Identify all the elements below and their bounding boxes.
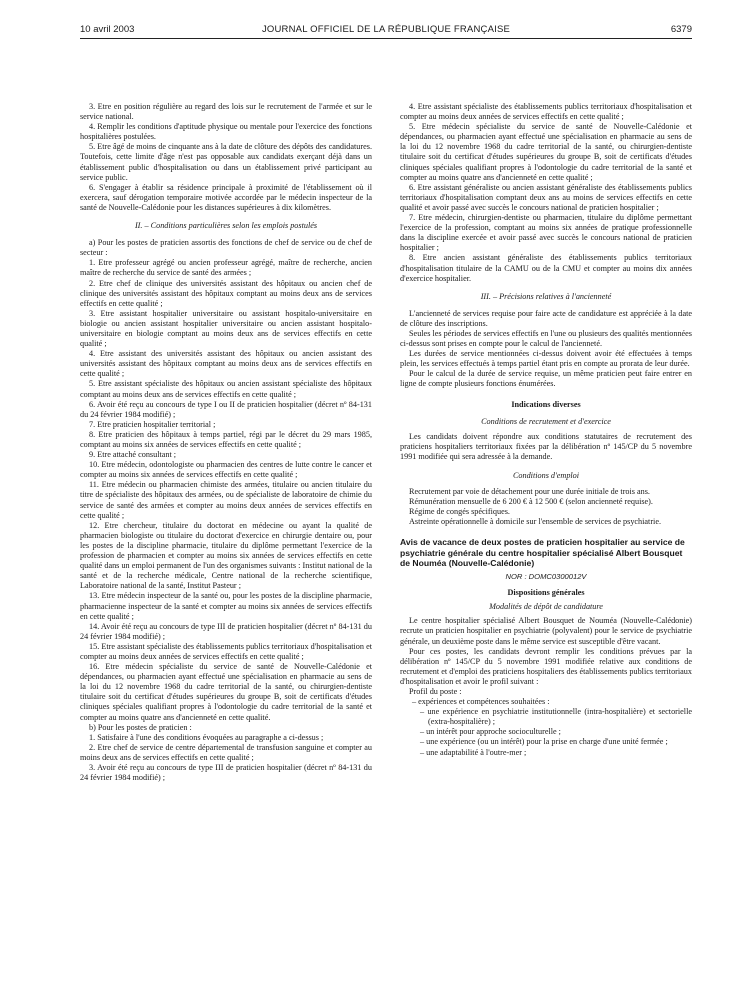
list-item: 4. Etre assistant spécialiste des établissements publics territoriaux d'hospitalisation et compter au moins deux années de services effectifs en cette qualité ; (400, 102, 692, 122)
avis-title: Avis de vacance de deux postes de praticien hospitalier au service de psychiatrie générale du centre hospitalier spécialisé Albert Bousquet de Nouméa (Nouvelle-Calédonie) (400, 537, 685, 568)
list-item: 11. Etre médecin ou pharmacien chimiste des armées, titulaire ou ancien titulaire du titre de spécialiste des hôpitaux des armées, ou de spécialiste de laboratoire de chimie du service de santé des armées et compter au moins deux années de services effectifs en cette qualité ; (80, 480, 372, 520)
list-item: – une expérience en psychiatrie institutionnelle (intra-hospitalière) et sectorielle (extra-hospitalière) ; (420, 707, 692, 727)
list-item: 3. Etre assistant hospitalier universitaire ou assistant hospitalo-universitaire en biologie ou ancien assistant hospitalier universitaire ou ancien assistant hospitalo-universitaire en biologie comptant au moins deux ans de services effectifs en cette qualité ; (80, 308, 372, 349)
list-item: 2. Etre chef de clinique des universités assistant des hôpitaux ou ancien chef de clinique des universités assistant des hôpitaux comptant au moins deux ans de services effectifs en cette qualité ; (80, 278, 372, 308)
paragraph: Le centre hospitalier spécialisé Albert Bousquet de Nouméa (Nouvelle-Calédonie) recrute un praticien hospitalier en psychiatrie (polyvalent) pour le service de psychiatrie générale, un deuxième poste dans le même service est susceptible d'être vacant. (400, 616, 692, 646)
list-item: 7. Etre médecin, chirurgien-dentiste ou pharmacien, titulaire du diplôme permettant l'exercice de la profession, comptant au moins six années de pratique professionnelle dans la discipline exercée et avoir passé avec succès le concours national de praticien hospitalier ; (400, 213, 692, 253)
paragraph: Pour ces postes, les candidats devront remplir les conditions prévues par la délibération nº 145/CP du 5 novembre 1991 modifiée relative aux conditions de recrutement et d'emploi des praticiens hospitaliers des établissements publics territoriaux d'hospitalisation et avoir le profil suivant : (400, 646, 692, 686)
paragraph: b) Pour les postes de praticien : (89, 722, 192, 732)
list-item: 5. Etre médecin spécialiste du service de santé de Nouvelle-Calédonie et dépendances, ou pharmacien ayant effectué une spécialisation en pharmacie au sens de la loi du 12 novembre 1968 du cadre territorial de la santé, ou chirurgien-dentiste titulaire soit du certificat d'études supérieures du groupe B, soit de certificats d'études cliniques spéciales qualifiant propres à l'odontologie du cadre territorial de la santé et compter au moins quatre ans d'ancienneté en cette qualité ; (400, 122, 692, 182)
list-item: 15. Etre assistant spécialiste des établissements publics territoriaux d'hospitalisation et compter au moins deux années de services effectifs en cette qualité ; (80, 641, 372, 661)
dispositions-heading: Dispositions générales (507, 588, 585, 598)
list-item: 10. Etre médecin, odontologiste ou pharmacien des centres de lutte contre le cancer et compter au moins six années de services effectifs en cette qualité ; (80, 460, 372, 480)
list-item: 16. Etre médecin spécialiste du service de santé de Nouvelle-Calédonie et dépendances, ou pharmacien ayant effectué une spécialisation en pharmacie au sens de la loi du 12 novembre 1968 du cadre territorial de la santé, ou chirurgien-dentiste titulaire soit du certificat d'études supérieures du groupe B, soit de certificats d'études cliniques spéciales qualifiant propres à l'odontologie du cadre territorial de la santé et compter au moins quatre ans d'ancienneté en cette qualité. (80, 662, 372, 722)
paragraph: Les durées de service mentionnées ci-dessus doivent avoir été effectuées à temps plein, les services effectués à temps partiel étant pris en compte au prorata de leur durée. (400, 349, 692, 369)
list-item: 3. Avoir été reçu au concours de type III de praticien hospitalier (décret nº 84-131 du 24 février 1984 modifié) ; (80, 763, 372, 783)
subheading: Modalités de dépôt de candidature (489, 602, 603, 612)
paragraph: Astreinte opérationnelle à domicile sur l'ensemble de services de psychiatrie. (409, 517, 662, 527)
header-date: 10 avril 2003 (80, 24, 135, 35)
header-rule (80, 38, 692, 39)
right-column (400, 102, 692, 758)
paragraph: Les candidats doivent répondre aux conditions statutaires de recrutement des praticiens hospitaliers territoriaux fixées par la délibération nº 145/CP du 5 novembre 1991 modifiée qui sera adressée à la demande. (400, 431, 692, 461)
indications-heading: Indications diverses (511, 399, 581, 409)
paragraph: 3. Etre en position régulière au regard des lois sur le recrutement de l'armée et sur le service national. (80, 102, 372, 122)
list-item: – une expérience (ou un intérêt) pour la prise en charge d'une unité fermée ; (420, 737, 668, 747)
list-item: 9. Etre attaché consultant ; (89, 450, 177, 460)
list-item: 7. Etre praticien hospitalier territorial ; (89, 419, 216, 429)
paragraph: L'ancienneté de services requise pour faire acte de candidature est appréciée à la date de clôture des inscriptions. (400, 308, 692, 328)
list-item: 6. Avoir été reçu au concours de type I ou II de praticien hospitalier (décret nº 84-131 du 24 février 1984 modifié) ; (80, 399, 372, 419)
list-item: – un intérêt pour approche socioculturelle ; (420, 727, 561, 737)
paragraph: Profil du poste : (409, 687, 462, 697)
page-header (80, 24, 692, 38)
list-item: – une adaptabilité à l'outre-mer ; (420, 747, 527, 757)
list-item: 2. Etre chef de service de centre départemental de transfusion sanguine et compter au moins deux ans de services effectifs en cette qualité ; (80, 742, 372, 762)
paragraph: 4. Remplir les conditions d'aptitude physique ou mentale pour l'exercice des fonctions hospitalières postulées. (80, 122, 372, 142)
subheading: Conditions de recrutement et d'exercice (481, 416, 611, 426)
list-item: 1. Etre professeur agrégé ou ancien professeur agrégé, maître de recherche, ancien maître de recherche du service de santé des armées ; (80, 258, 372, 278)
header-title: JOURNAL OFFICIEL DE LA RÉPUBLIQUE FRANÇAISE (261, 24, 511, 35)
list-item: 1. Satisfaire à l'une des conditions évoquées au paragraphe a ci-dessus ; (89, 732, 324, 742)
list-item: – expériences et compétences souhaitées : (412, 697, 550, 707)
list-item: 8. Etre praticien des hôpitaux à temps partiel, régi par le décret du 29 mars 1985, comptant au moins six années de services effectifs en cette qualité ; (80, 429, 372, 449)
paragraph: 5. Etre âgé de moins de cinquante ans à la date de clôture des dépôts des candidatures. Toutefois, cette limite d'âge n'est pas opposable aux candidats exerçant déjà dans un établissement public d'hospitalisation ou dans un établissement privé participant au service public. (80, 142, 372, 182)
list-item: 12. Etre chercheur, titulaire du doctorat en médecine ou ayant la qualité de pharmacien biologiste ou titulaire du doctorat d'exercice en chirurgie dentaire ou, pour les postes de la discipline pharmacie, titulaire du diplôme permettant l'exercice de la profession de pharmacien et compter au moins six années de services effectifs en cette qualité dans un emploi permanent de l'un des organismes suivants : Institut national de la santé et de la recherche médicale, Centre national de la recherche scientifique, Laboratoire national de la santé, Institut Pasteur ; (80, 520, 372, 591)
paragraph: Pour le calcul de la durée de service requise, un même praticien peut faire entrer en ligne de compte plusieurs fonctions énumérées. (400, 369, 692, 389)
list-item: 14. Avoir été reçu au concours de type III de praticien hospitalier (décret nº 84-131 du 24 février 1984 modifié) ; (80, 621, 372, 641)
paragraph: a) Pour les postes de praticien assortis des fonctions de chef de service ou de chef de secteur : (80, 238, 372, 258)
list-item: 5. Etre assistant spécialiste des hôpitaux ou ancien assistant spécialiste des hôpitaux comptant au moins deux ans de services effectifs en cette qualité ; (80, 379, 372, 399)
section-heading: III. – Précisions relatives à l'ancienneté (480, 291, 612, 301)
list-item: 6. Etre assistant généraliste ou ancien assistant généraliste des établissements publics territoriaux d'hospitalisation comptant deux ans au moins de services effectifs en cette qualité et avoir passé avec succès le concours national de praticien hospitalier ; (400, 182, 692, 212)
list-item: 4. Etre assistant des universités assistant des hôpitaux ou ancien assistant des universités assistant des hôpitaux comptant au moins deux ans de services effectifs en cette qualité ; (80, 349, 372, 379)
left-column (80, 102, 372, 783)
paragraph: Rémunération mensuelle de 6 200 € à 12 500 € (selon ancienneté requise). (409, 497, 653, 507)
paragraph: Recrutement par voie de détachement pour une durée initiale de trois ans. (409, 487, 650, 497)
paragraph: Seules les périodes de services effectifs en l'une ou plusieurs des qualités mentionnées ci-dessus sont prises en compte pour le calcul de l'ancienneté. (400, 328, 692, 349)
paragraph: 6. S'engager à établir sa résidence principale à proximité de l'établissement où il exercera, sauf dérogation temporaire motivée accordée par le médecin inspecteur de la santé de Nouvelle-Calédonie pour les distances supérieures à dix kilomètres. (80, 182, 372, 212)
nor-reference: NOR : DOMC0300012V (505, 572, 587, 582)
list-item: 13. Etre médecin inspecteur de la santé ou, pour les postes de la discipline pharmacie, pharmacienne inspecteur de la santé et compter au moins six années de services effectifs en cette qualité ; (80, 591, 372, 621)
header-page-number: 6379 (670, 24, 692, 35)
section-heading: II. – Conditions particulières selon les emplois postulés (134, 221, 318, 231)
list-item: 8. Etre ancien assistant généraliste des établissements publics territoriaux d'hospitalisation titulaire de la CAMU ou de la CMU et compter au moins dix années d'exercice hospitalier. (400, 253, 692, 283)
paragraph: Régime de congés spécifiques. (409, 507, 510, 517)
subheading: Conditions d'emploi (512, 471, 580, 480)
